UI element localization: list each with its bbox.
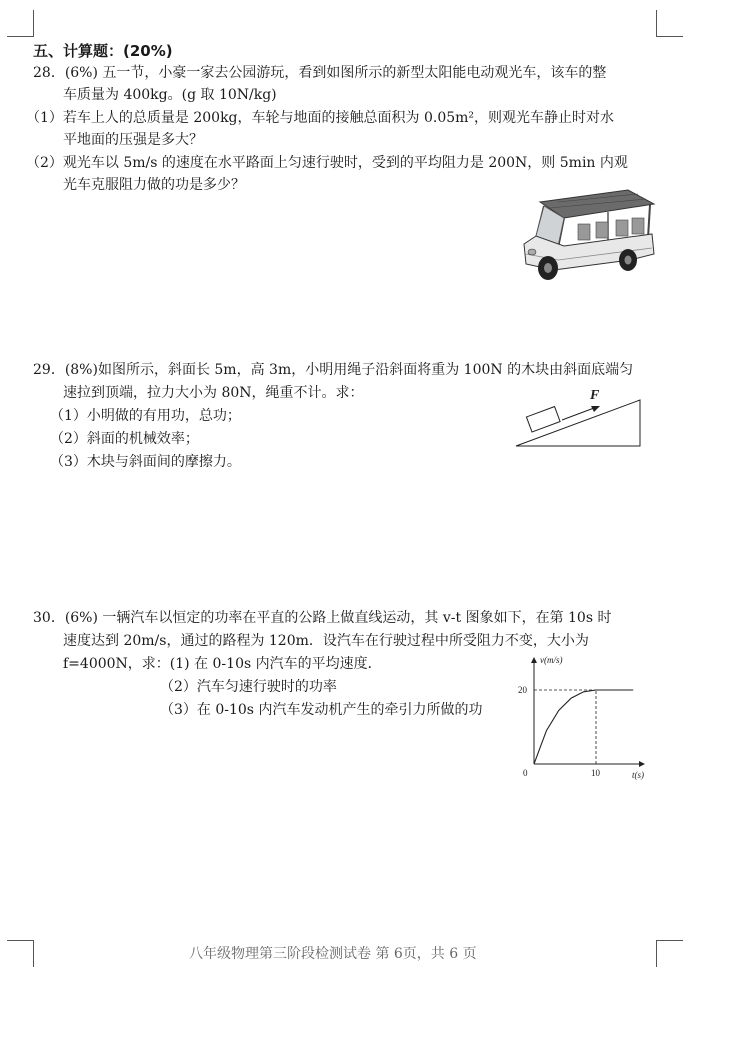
q28-stem-line-2: 车质量为 400kg。(g 取 10N/kg) [63,87,277,103]
q30-stem-line-1: 30．(6%) 一辆汽车以恒定的功率在平直的公路上做直线运动，其 v-t 图象如下，在第 10s 时 [33,610,612,626]
sightseeing-car-image [518,188,658,284]
x-axis-label: t(s) [632,770,644,780]
q28-stem-line-1: 28．(6%) 五一节，小豪一家去公园游玩，看到如图所示的新型太阳能电动观光车，该车的整 [33,65,607,81]
q28-part-2-line-1: （2）观光车以 5m/s 的速度在水平路面上匀速行驶时，受到的平均阻力是 200N，则 5min 内观 [26,155,628,171]
q28-part-2-line-2: 光车克服阻力做的功是多少？ [63,177,245,193]
velocity-time-chart [514,652,664,787]
y-tick-label-20: 20 [518,685,527,695]
q30-stem-line-3: f=4000N，求：(1) 在 0-10s 内汽车的平均速度． [63,656,382,672]
x-tick-label-10: 10 [591,768,600,778]
q28-part-1-line-1: （1）若车上人的总质量是 200kg，车轮与地面的接触总面积为 0.05m²，则观光车静止时对水 [26,110,615,126]
y-axis-label: v(m/s) [540,655,563,665]
velocity-curve [534,690,633,764]
q29-part-2: （2）斜面的机械效率； [50,431,199,447]
q30-part-2: （2）汽车匀速行驶时的功率 [160,679,337,695]
crop-mark-bottom-right [656,940,683,967]
page-footer: 八年级物理第三阶段检测试卷 第 6页，共 6 页 [189,946,477,962]
crop-mark-top-right [656,10,683,37]
q30-part-3: （3）在 0-10s 内汽车发动机产生的牵引力所做的功 [160,702,483,718]
q29-part-1: （1）小明做的有用功，总功； [50,408,241,424]
q28-part-1-line-2: 平地面的压强是多大？ [63,132,203,148]
q30-stem-line-2: 速度达到 20m/s，通过的路程为 120m．设汽车在行驶过程中所受阻力不变，大小为 [63,633,589,649]
q29-stem-line-2: 速拉到顶端，拉力大小为 80N，绳重不计。求： [63,385,364,401]
q29-part-3: （3）木块与斜面间的摩擦力。 [50,454,241,470]
crop-mark-top-left [7,10,34,37]
x-tick-label-0: 0 [523,768,528,778]
inclined-plane-diagram [512,384,648,450]
section-title: 五、计算题：(20%) [33,42,173,60]
q29-stem-line-1: 29．(8%)如图所示，斜面长 5m，高 3m，小明用绳子沿斜面将重为 100N 的木块由斜面底端匀 [33,362,634,378]
crop-mark-bottom-left [7,940,34,967]
force-label: F [590,388,600,403]
